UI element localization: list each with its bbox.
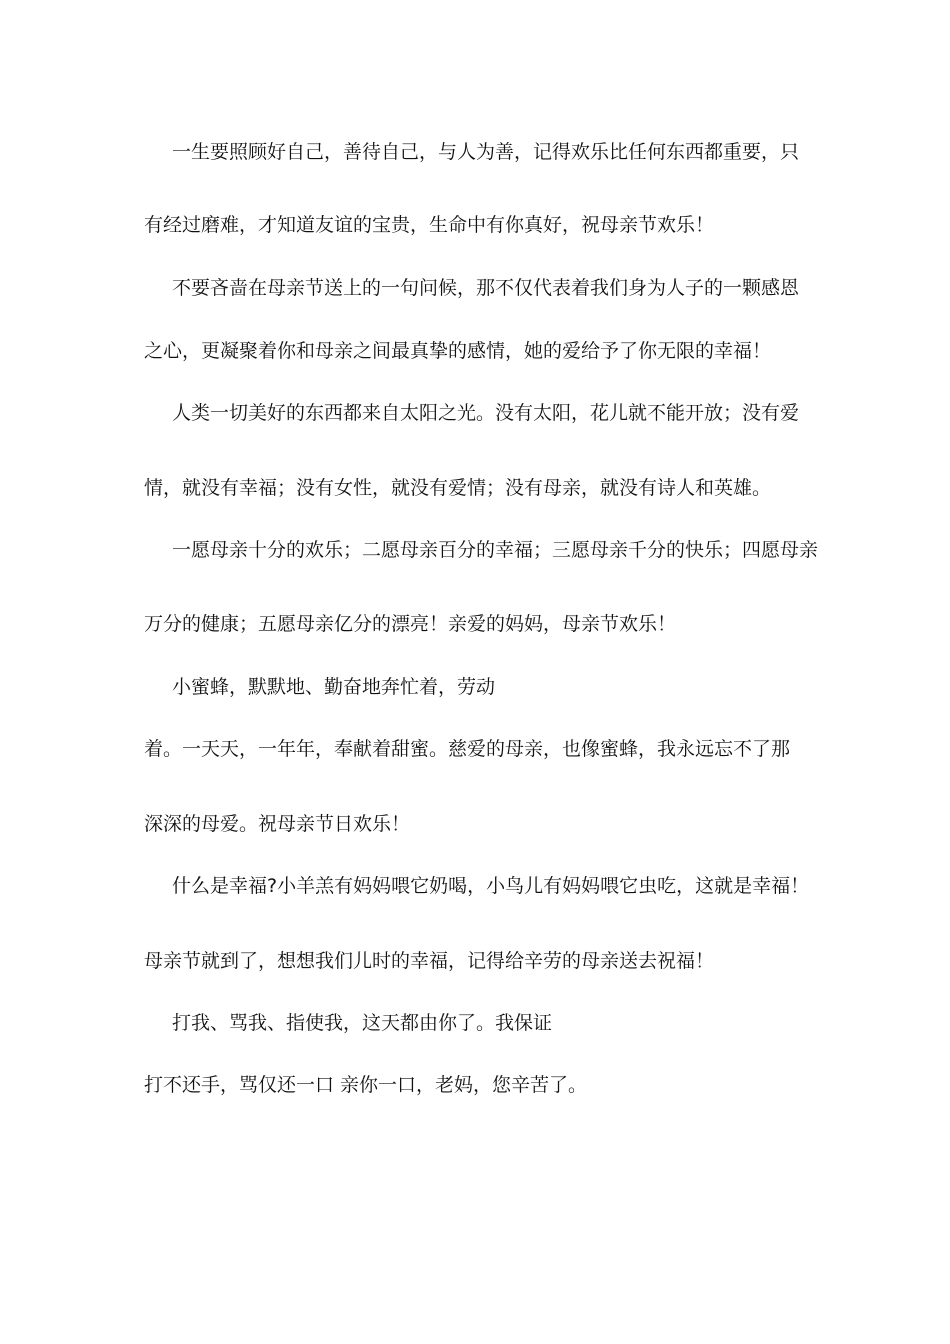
paragraph-6-line-2: 母亲节就到了，想想我们儿时的幸福，记得给辛劳的母亲送去祝福！ <box>144 950 715 972</box>
paragraph-1-line-1: 一生要照顾好自己，善待自己，与人为善，记得欢乐比任何东西都重要，只 <box>172 141 800 163</box>
paragraph-5-line-2: 着。一天天，一年年，奉献着甜蜜。慈爱的母亲，也像蜜蜂，我永远忘不了那 <box>144 738 791 760</box>
paragraph-5-line-3: 深深的母爱。祝母亲节日欢乐！ <box>144 813 411 835</box>
paragraph-1-line-2: 有经过磨难，才知道友谊的宝贵，生命中有你真好，祝母亲节欢乐！ <box>144 214 715 236</box>
paragraph-5-line-1: 小蜜蜂，默默地、勤奋地奔忙着，劳动 <box>172 676 496 698</box>
paragraph-2-line-1: 不要吝啬在母亲节送上的一句问候，那不仅代表着我们身为人子的一颗感恩 <box>172 277 800 299</box>
paragraph-3-line-1: 人类一切美好的东西都来自太阳之光。没有太阳，花儿就不能开放；没有爱 <box>172 402 800 424</box>
paragraph-3-line-2: 情，就没有幸福；没有女性，就没有爱情；没有母亲，就没有诗人和英雄。 <box>144 477 772 499</box>
paragraph-2-line-2: 之心，更凝聚着你和母亲之间最真挚的感情，她的爱给予了你无限的幸福！ <box>144 340 772 362</box>
paragraph-7-line-2: 打不还手，骂仅还一口 亲你一口，老妈，您辛苦了。 <box>144 1074 588 1096</box>
paragraph-7-line-1: 打我、骂我、指使我，这天都由你了。我保证 <box>172 1012 553 1034</box>
paragraph-6-line-1: 什么是幸福?小羊羔有妈妈喂它奶喝，小鸟儿有妈妈喂它虫吃，这就是幸福！ <box>172 875 810 897</box>
paragraph-4-line-2: 万分的健康；五愿母亲亿分的漂亮！亲爱的妈妈，母亲节欢乐！ <box>144 613 677 635</box>
paragraph-4-line-1: 一愿母亲十分的欢乐；二愿母亲百分的幸福；三愿母亲千分的快乐；四愿母亲 <box>172 539 819 561</box>
